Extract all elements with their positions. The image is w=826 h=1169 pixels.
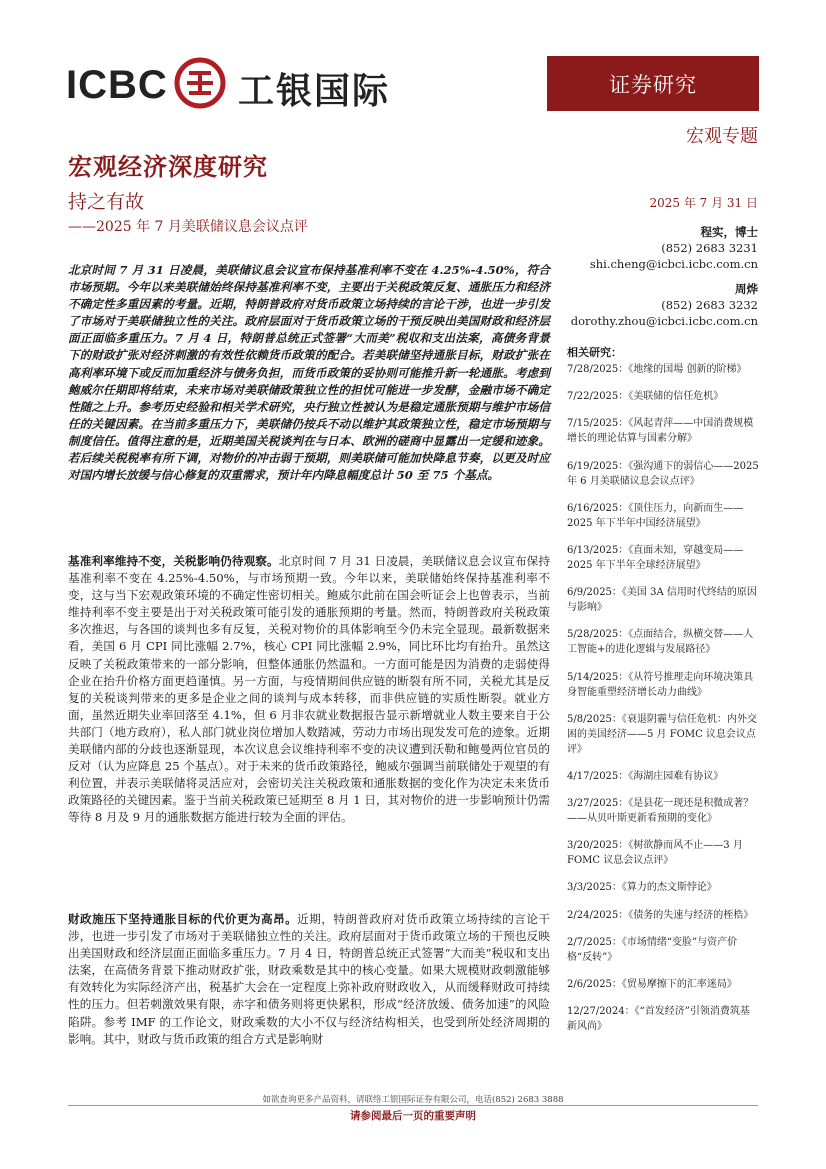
related-research-item[interactable]: 6/13/2025：《直面未知，穿越变局——2025 年下半年全球经济展望》 <box>567 544 744 571</box>
paragraph-text: 近期，特朗普政府对货币政策立场持续的言论干涉，也进一步引发了市场对于美联储独立性的关注。政府层面对于货币政策立场的干预也反映出美国财政和经济层面正面临多重压力。7 月 4 日，特朗普总统正式签署“大而美”税収和支出法案，在高债务背景下推动财政扩张，财政乘数是其中的核心变量。如果大规模财政刺激能够有效转化为实际经济产出，税基扩大会在一定程度上弥补政府财政收入，从而缓释财政可持续性的压力。但若刺激效果有限，赤字和债务则将更快累积，形成“经济放缓、债务加速”的风险陷阱。参考 IMF 的工作论文，财政乘数的大小不仅与经济结构相关，也受到所处经济周期的影响。其中，财政与货币政策的组合方式是影响财 <box>68 912 550 1046</box>
author-block <box>590 224 758 272</box>
footer-disclaimer: 请参阅最后一页的重要声明 <box>350 1110 476 1122</box>
related-research-item[interactable]: 2/24/2025：《债务的失速与经济的桎梏》 <box>567 909 754 921</box>
report-summary: 北京时间 7 月 31 日凌晨，美联储议息会议宣布保持基准利率不变在 4.25%-4.50%，符合市场预期。今年以来美联储始终保持基准利率不变，主要出于关税政策反复、通胀压力和经济不确定性多重因素的考量。近期，特朗普政府对货币政策立场持续的言论干涉，也进一步引发了市场对于美联储独立性的关注。政府层面对于货币政策立场的干预反映出美国财政和经济层面正面临多重压力。7 月 4 日，特朗普总统正式签署“大而美”税収和支出法案，高债务背景下的财政扩张对经济刺激的有效性依赖货币政策的配合。若美联储坚持通胀目标，财政扩张在高利率环境下或反而加重经济与债务负担，而货币政策的妥协则可能推升新一轮通胀。考虑到鲍威尔任期即将结束，未来市场对美联储政策独立性的担忧可能进一步发酵，金融市场不确定性随之上升。参考历史经验和相关学术研究，央行独立性被认为是稳定通胀预期与维护市场信任的关键因素。在当前多重压力下，美联储仍按兵不动以维护其政策独立性，稳定市场预期与制度信任。值得注意的是，近期美国关税谈判在与日本、欧洲的磋商中显露出一定缓和迹象。若后续关税税率有所下调，对物价的冲击弱于预期，则美联储可能加快降息节奏，以更及时应对国内增长放缓与信心修复的双重需求，预计年内降息幅度总计 50 至 75 个基点。 <box>68 263 550 483</box>
related-research-item[interactable]: 6/9/2025：《美国 3A 信用时代终结的原因与影响》 <box>567 587 757 614</box>
author-email[interactable]: shi.cheng@icbci.icbc.com.cn <box>589 257 758 271</box>
author-name: 周烨 <box>735 282 758 296</box>
paragraph-lead: 财政施压下坚持通胀目标的代价更为高昂。 <box>68 912 298 926</box>
related-research-item[interactable]: 7/15/2025：《风起青萍——中国消费规模增长的理论估算与国素分解》 <box>567 418 754 445</box>
paragraph-lead: 基准利率维持不变，关税影响仍待观察。 <box>68 554 279 568</box>
related-research-item[interactable]: 6/19/2025：《强沟通下的弱信心——2025 年 6 月美联储议息会议点评》 <box>567 460 759 487</box>
paragraph-text: 北京时间 7 月 31 日凌晨，美联储议息会议宣布保持基准利率不变在 4.25%-4.50%，与市场预期一致。今年以来，美联储始终保持基准利率不变，这与当下宏观政策环境的不确定性密切相关。鲍威尔此前在国会听证会上也曾表示，当前维持利率不变主要是出于对关税政策可能引发的通胀预期的考量。然而，特朗普政府关税政策多次推迟，与各国的谈判也多有反复，关税对物价的具体影响至今仍未完全显现。最新数据来看，美国 6 月 CPI 同比涨幅 2.7%，核心 CPI 同比涨幅 2.9%，同比环比均有抬升。虽然这反映了关税政策带来的一部分影响，但整体通胀仍然温和。一方面可能是因为消费的走弱使得企业在抬升价格方面更趋谨慎。另一方面，与疫情期间供应链的断裂有所不同，关税尤其是反复的关税谈判带来的更多是企业之间的谈判与成本转移，而非供应链的实质性断裂。就业方面，虽然近期失业率回落至 4.1%，但 6 月非农就业数据报告显示新增就业人数主要来自于公共部门（地方政府），私人部门就业岗位增加人数踏减，劳动力市场出现发发可危的迹象。近期美联储内部的分歧也逐渐显现，本次议息会议维持利率不变的决议遭到沃勒和鲍曼两位官员的反对（认为应降息 25 个基点）。对于未来的货币政策路径，鲍威尔强调当前联储处于观望的有利位置，并表示美联储将灵活应对，会密切关注关税政策和通胀数据的变化作为决定未来货币政策路径的关键因素。鉴于当前关税政策已延期至 8 月 1 日，其对物价的进一步影响预计仍需等待 8 月及 9 月的通胀数据方能进行较为全面的评估。 <box>68 554 550 825</box>
report-title: 宏观经济深度研究 <box>68 152 268 181</box>
related-research-item[interactable]: 5/14/2025：《从符号推理走向环境决策具身智能重塑经济增长动力曲线》 <box>567 671 754 698</box>
body-paragraph <box>68 553 550 827</box>
author-email[interactable]: dorothy.zhou@icbci.icbc.com.cn <box>570 314 758 328</box>
related-research-item[interactable]: 7/22/2025：《美联储的信任危机》 <box>567 391 724 403</box>
related-research-item[interactable]: 2/6/2025：《贸易摩擦下的汇率迷局》 <box>567 979 737 990</box>
related-research-item[interactable]: 5/8/2025：《衰退阴霾与信任危机：内外交困的美国经济——5 月 FOMC 议息会议点评》 <box>567 713 757 755</box>
icbc-seal-icon <box>174 57 226 109</box>
footer-divider <box>68 1105 758 1106</box>
body-paragraph <box>68 911 550 1048</box>
related-research-item[interactable]: 5/28/2025：《点面结合，纵横交替——人工智能+的进化逻辑与发展路径》 <box>567 629 754 656</box>
related-research-item[interactable]: 3/3/2025：《算力的杰文斯悖论》 <box>567 882 717 894</box>
related-research-item[interactable]: 12/27/2024：《“首发经济”引领消费筑基新风尚》 <box>567 1006 750 1033</box>
related-research-item[interactable]: 6/16/2025：《顶住压力，向新而生——2025 年下半年中国经济展望》 <box>567 502 744 529</box>
report-date: 2025 年 7 月 31 日 <box>649 196 758 210</box>
author-phone: (852) 2683 3232 <box>661 298 758 312</box>
icbc-logo <box>66 55 406 115</box>
research-type-banner: 证券研究 <box>547 56 759 111</box>
footer-contact-note: 如欲查询更多产品资料，请联络工银国际证券有限公司，电话(852) 2683 3888 <box>262 1095 564 1105</box>
related-research-item[interactable]: 7/28/2025：《地缘的国場 创新的阶梯》 <box>567 364 747 375</box>
related-research-list <box>567 362 759 1046</box>
author-phone: (852) 2683 3231 <box>661 241 758 255</box>
author-name: 程实，博士 <box>700 225 758 239</box>
related-research-item[interactable]: 4/17/2025：《海湖庄园难有协议》 <box>567 770 724 782</box>
related-research-item[interactable]: 2/7/2025：《市场情绪“变脸”与资产价格“反转”》 <box>567 936 738 963</box>
report-subtitle-secondary: ——2025 年 7 月美联储议息会议点评 <box>68 219 308 235</box>
logo-cn-text: 工银国际 <box>238 71 391 112</box>
related-research-item[interactable]: 3/27/2025：《是县花一现还是积微成著？——从贝叶斯更新看预期的变化》 <box>567 798 754 825</box>
author-block <box>571 281 758 329</box>
report-subtitle: 持之有故 <box>68 191 145 213</box>
logo-latin-text: ICBC <box>66 63 168 107</box>
related-research-item[interactable]: 3/20/2025：《树欲静而风不止——3 月 FOMC 议息会议点评》 <box>567 840 743 867</box>
report-category: 宏观专题 <box>686 126 758 147</box>
related-research-title: 相关研究： <box>567 346 622 359</box>
